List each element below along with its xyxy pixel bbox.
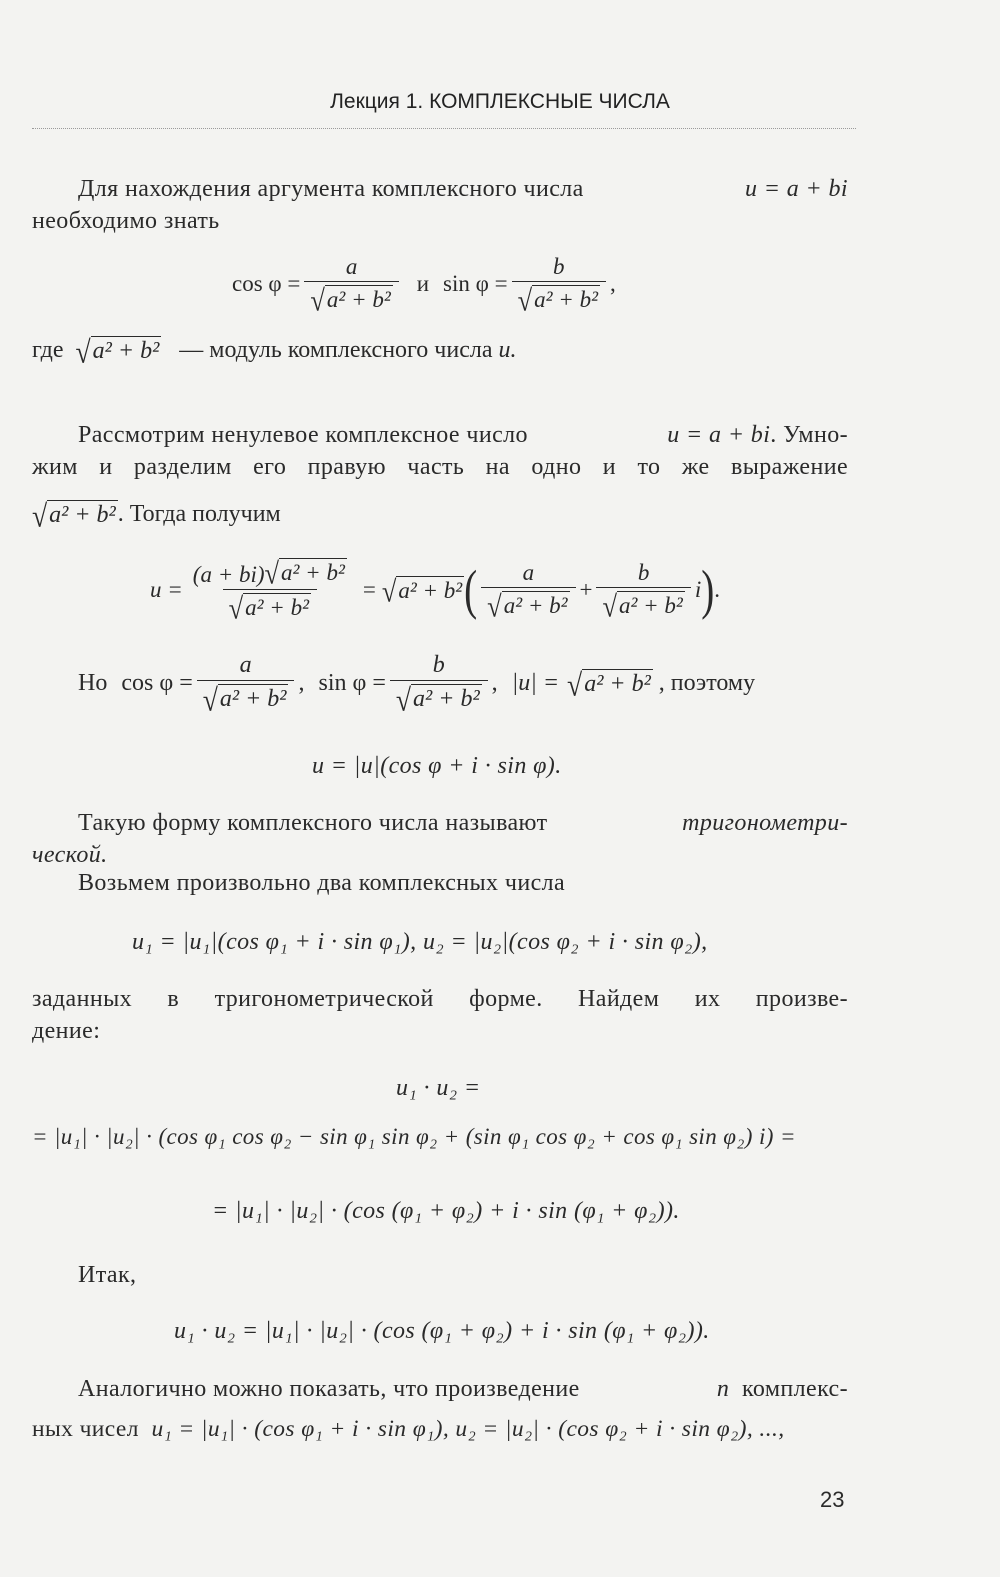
p9-line1: Аналогично можно показать, что произведение n комплекс- <box>78 1376 848 1402</box>
p3-line3: √ a² + b² . Тогда получим <box>32 497 281 534</box>
p3-line2: жим и разделим его правую часть на одно и то же выражение <box>32 454 848 480</box>
fraction-main: (a + bi) √ a² + b² √ a² + b² <box>192 555 345 626</box>
p5-line2: ческой. <box>32 842 108 868</box>
formula-u-expansion: u = (a + bi) √ a² + b² √ a² + b² = √ a² + b² ( a √ a² + b² + b √ a² + b² i ) . <box>150 555 720 626</box>
formula-two-numbers: u₁ = |u₁|(cos φ₁ + i · sin φ₁), u₂ = |u₂|(cos φ₂ + i · sin φ₂), <box>132 929 708 955</box>
running-header: Лекция 1. КОМПЛЕКСНЫЕ ЧИСЛА <box>330 90 670 113</box>
formula-cos-sin: cos φ = a √ a² + b² и sin φ = b √ a² + b² , <box>232 254 616 318</box>
p1-line1: Для нахождения аргумента комплексного числа u = a + bi <box>78 176 848 202</box>
p2-line: где √ a² + b² — модуль комплексного числа u. <box>32 333 517 370</box>
page-number: 23 <box>820 1487 845 1512</box>
fraction-sin: b √ a² + b² <box>512 254 606 315</box>
p4-line: Но cos φ = a √ a² + b² , sin φ = b √ a² + b² , |u| = √ a² + b² , поэтому <box>78 652 756 718</box>
p7-line2: дение: <box>32 1018 101 1044</box>
formula-trig-form: u = |u|(cos φ + i · sin φ). <box>312 753 562 779</box>
p5-line1: Такую форму комплексного числа называют тригонометри- <box>78 810 848 836</box>
formula-product-expanded: = |u₁| · |u₂| · (cos φ₁ cos φ₂ − sin φ₁ sin φ₂ + (sin φ₁ cos φ₂ + cos φ₁ sin φ₂) i) = <box>32 1124 796 1149</box>
p6-line1: Возьмем произвольно два комплексных числа <box>78 870 566 896</box>
formula-product-result: = |u₁| · |u₂| · (cos (φ₁ + φ₂) + i · sin (φ₁ + φ₂)). <box>212 1198 680 1224</box>
header-rule <box>32 128 856 129</box>
fraction-cos: a √ a² + b² <box>304 254 398 315</box>
p3-line1: Рассмотрим ненулевое комплексное число u = a + bi. Умно- <box>78 422 848 448</box>
p1-line2: необходимо знать <box>32 208 220 234</box>
formula-product-lhs: u₁ · u₂ = <box>396 1075 481 1101</box>
p7-line1: заданных в тригонометрической форме. Найдем их произве- <box>32 986 848 1012</box>
p9-line2: ных чисел u₁ = |u₁| · (cos φ₁ + i · sin φ₁), u₂ = |u₂| · (cos φ₂ + i · sin φ₂), ..., <box>32 1416 785 1442</box>
formula-product-final: u₁ · u₂ = |u₁| · |u₂| · (cos (φ₁ + φ₂) + i · sin (φ₁ + φ₂)). <box>174 1318 710 1344</box>
p8-line: Итак, <box>78 1262 137 1288</box>
